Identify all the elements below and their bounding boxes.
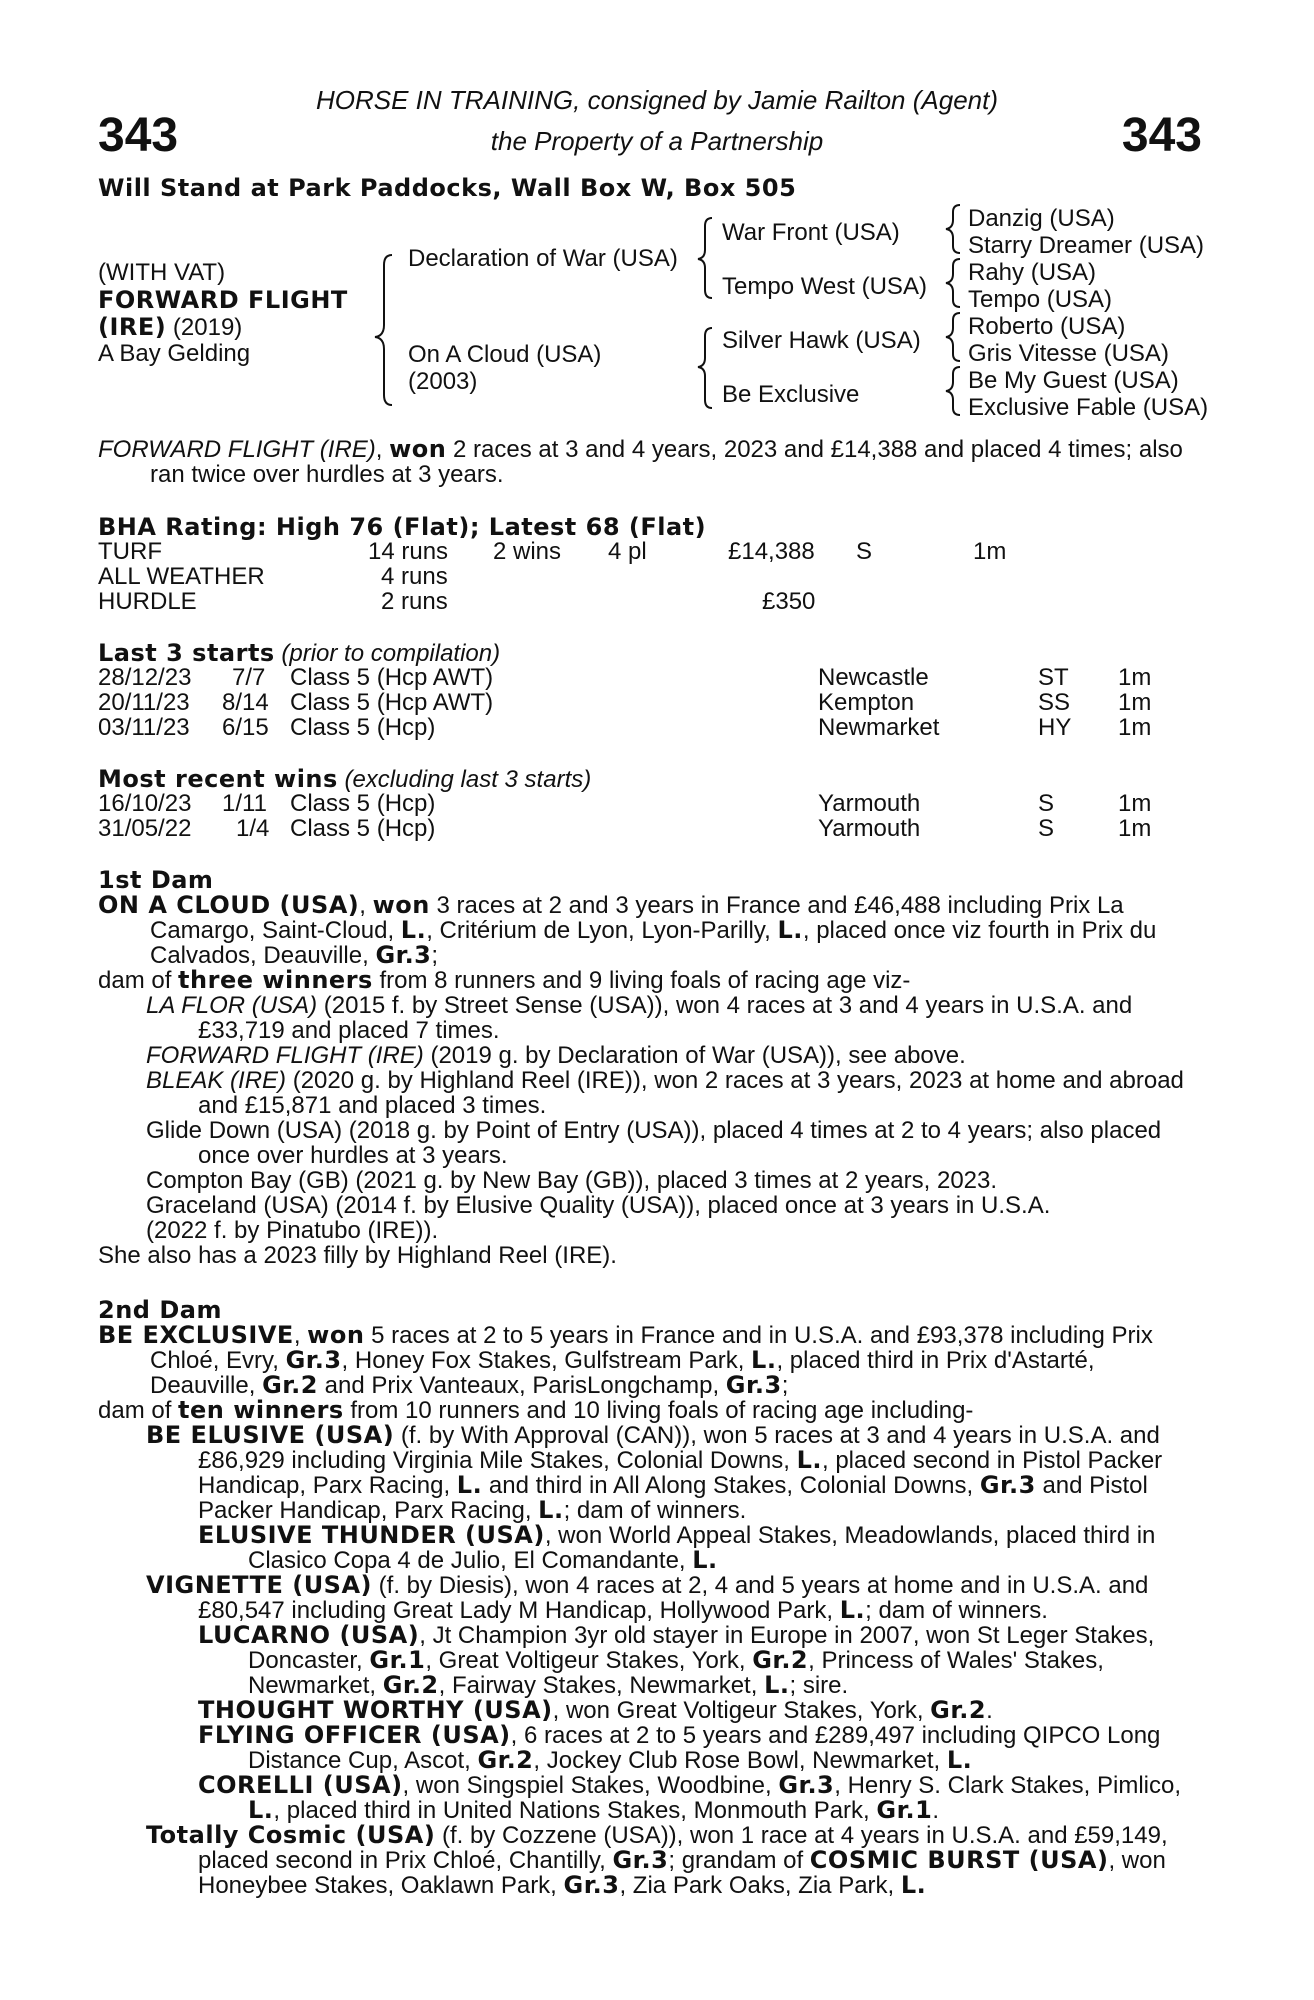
race-going: HY (1038, 714, 1072, 741)
group-marker: Gr.3 (612, 1846, 669, 1874)
group-marker: Gr.2 (262, 1371, 318, 1399)
race-class: Class 5 (Hcp) (290, 815, 436, 842)
produce-text: , Fairway Stakes, Newmarket, (438, 1672, 765, 1699)
rating-prize: £14,388 (728, 538, 815, 565)
produce-text: , won Great Voltigeur Stakes, York, (552, 1697, 931, 1724)
produce-text: , Princess of Wales' Stakes, Newmarket, (248, 1647, 1104, 1699)
stand-line: Will Stand at Park Paddocks, Wall Box W, Box 505 (98, 174, 797, 202)
race-distance: 1m (1118, 689, 1152, 716)
foal-entry (98, 1218, 1198, 1243)
listed-marker: L. (900, 1871, 927, 1899)
produce-name: THOUGHT WORTHY (USA) (198, 1696, 553, 1724)
summary-name: FORWARD FLIGHT (IRE) (98, 436, 376, 463)
group-marker: Gr.1 (369, 1646, 426, 1674)
group-marker: Gr.2 (930, 1696, 987, 1724)
produce-entry (98, 1723, 1198, 1773)
produce-text: (f. by With Approval (CAN)), won 5 races at 3 and 4 years in U.S.A. and £86,929 including Virginia Mile Stakes, Colonial Downs, (198, 1422, 1160, 1474)
produce-name: FLYING OFFICER (USA) (198, 1721, 511, 1749)
summary-comma: , (375, 436, 390, 463)
sire: Declaration of War (USA) (408, 245, 678, 272)
vat-label: (WITH VAT) (98, 259, 226, 286)
horse-description: A Bay Gelding (98, 340, 251, 367)
produce-text: , placed third in United Nations Stakes, Monmouth Park, (273, 1797, 877, 1824)
race-position: 6/15 (222, 714, 269, 741)
record-text: 5 races at 2 to 5 years in France and in U.S.A. and £93,378 including Prix Chloé, Evry, (150, 1322, 1153, 1374)
produce-name: VIGNETTE (USA) (146, 1571, 373, 1599)
produce-entry (98, 1623, 1198, 1698)
foal-entry (98, 1118, 1198, 1168)
rating-wins: 2 wins (493, 538, 562, 565)
foal-text: (2018 g. by Point of Entry (USA)), placed 4 times at 2 to 4 years; also placed once over hurdles at 3 years. (198, 1117, 1162, 1169)
produce-text: ; dam of winners. (563, 1497, 747, 1524)
dam-of-text: dam of (98, 1397, 179, 1424)
group-marker: Gr.3 (563, 1871, 620, 1899)
gen3-7: Be My Guest (USA) (968, 367, 1179, 394)
record-text: , Critérium de Lyon, Lyon-Parilly, (426, 917, 778, 944)
brace-g1 (946, 205, 960, 253)
produce-text: . (932, 1797, 939, 1824)
race-date: 03/11/23 (98, 714, 190, 741)
race-date: 31/05/22 (98, 815, 192, 842)
foal-text: (2021 g. by New Bay (GB)), placed 3 times at 2 years, 2023. (348, 1167, 998, 1194)
produce-entry (98, 1773, 1198, 1823)
produce-text: . (986, 1697, 993, 1724)
foal-name: Glide Down (USA) (146, 1117, 343, 1144)
dam-name: ON A CLOUD (USA) (98, 891, 360, 919)
gen3-3: Rahy (USA) (968, 259, 1097, 286)
horse-year: (2019) (166, 314, 243, 341)
listed-marker: L. (764, 1671, 790, 1699)
race-course: Yarmouth (818, 815, 921, 842)
listed-marker: L. (538, 1496, 564, 1524)
dam-name: BE EXCLUSIVE (98, 1321, 294, 1349)
produce-name: Totally Cosmic (USA) (146, 1821, 436, 1849)
produce-text: , Jt Champion 3yr old stayer in Europe in 2007, won St Leger Stakes, Doncaster, (248, 1622, 1155, 1674)
dam-of-line (98, 1398, 1198, 1423)
record-text: , placed once viz fourth in Prix du Calvados, Deauville, (150, 917, 1157, 969)
sire-sire: War Front (USA) (722, 219, 900, 246)
gen3-2: Starry Dreamer (USA) (968, 232, 1205, 259)
winners-count: ten winners (178, 1396, 344, 1424)
foal-entry (98, 1168, 1198, 1193)
produce-entry (98, 1523, 1198, 1573)
race-course: Newmarket (818, 714, 940, 741)
foal-text: (2014 f. by Elusive Quality (USA)), placed once at 3 years in U.S.A. (328, 1192, 1051, 1219)
dam-of-text: from 8 runners and 9 living foals of racing age viz- (372, 967, 911, 994)
first-dam-section (98, 868, 1198, 1268)
produce-text: (f. by Diesis), won 4 races at 2, 4 and 5 years at home and in U.S.A. and £80,547 including Great Lady M Handicap, Hollywood Park, (198, 1572, 1149, 1624)
listed-marker: L. (946, 1746, 973, 1774)
foal-text: (2019 g. by Declaration of War (USA)), see above. (423, 1042, 966, 1069)
produce-text: and third in All Along Stakes, Colonial Downs, (482, 1472, 980, 1499)
group-marker: Gr.3 (285, 1346, 342, 1374)
group-marker: Gr.2 (382, 1671, 439, 1699)
rating-surface: TURF (98, 538, 162, 565)
rating-prize: £350 (762, 588, 816, 615)
group-marker: Gr.3 (979, 1471, 1036, 1499)
sire-dam: Tempo West (USA) (722, 273, 927, 300)
rating-distance: 1m (973, 538, 1007, 565)
consignor-line: HORSE IN TRAINING, consigned by Jamie Railton (Agent) (315, 85, 999, 115)
race-going: S (1038, 790, 1055, 817)
listed-marker: L. (751, 1346, 777, 1374)
dam-year: (2003) (408, 368, 478, 395)
second-dam-heading: 2nd Dam (98, 1296, 222, 1324)
gen3-5: Roberto (USA) (968, 313, 1126, 340)
race-course: Kempton (818, 689, 915, 716)
produce-text: ; sire. (789, 1672, 849, 1699)
race-going: ST (1038, 664, 1069, 691)
produce-name: CORELLI (USA) (198, 1771, 403, 1799)
rating-runs: 14 runs (368, 538, 449, 565)
foal-name: LA FLOR (USA) (146, 992, 318, 1019)
rating-runs: 4 runs (381, 563, 448, 590)
second-dam-record: BE EXCLUSIVE, won 5 races at 2 to 5 years in France and in U.S.A. and £93,378 including Prix Chloé, Evry, Gr.3, Honey Fox Stakes, Gulfstream Park, L., placed third in Prix d'Astarté, Deauville, Gr.2 and Prix Vanteaux, ParisLongchamp, Gr.3; (98, 1321, 1153, 1399)
listed-marker: L. (456, 1471, 483, 1499)
foal-entry (98, 1068, 1198, 1118)
produce-text: (f. by Cozzene (USA)), won 1 race at 4 years in U.S.A. and £59,149, placed second in Prix Chloé, Chantilly, (198, 1822, 1168, 1874)
foal-text: (2022 f. by Pinatubo (IRE)). (146, 1217, 439, 1244)
record-text: 3 races at 2 and 3 years in France and £46,488 including Prix La Camargo, Saint-Cloud, (150, 892, 1124, 944)
brace-g3 (946, 313, 960, 361)
race-class: Class 5 (Hcp) (290, 790, 436, 817)
produce-entry (98, 1823, 1198, 1898)
foal-entry (98, 993, 1198, 1043)
listed-marker: L. (248, 1796, 274, 1824)
race-class: Class 5 (Hcp AWT) (290, 664, 494, 691)
race-distance: 1m (1118, 815, 1152, 842)
group-marker: Gr.3 (778, 1771, 835, 1799)
record-text: and Prix Vanteaux, ParisLongchamp, (318, 1372, 726, 1399)
foal-name: BLEAK (IRE) (146, 1067, 287, 1094)
produce-entry (98, 1423, 1198, 1523)
race-going: S (1038, 815, 1055, 842)
produce-text: , Jockey Club Rose Bowl, Newmarket, (533, 1747, 947, 1774)
rating-row (98, 564, 1198, 589)
gen3-1: Danzig (USA) (968, 205, 1115, 232)
first-dam-record: ON A CLOUD (USA), won 3 races at 2 and 3 years in France and £46,488 including Prix La Camargo, Saint-Cloud, L., Critérium de Lyon, Lyon-Parilly, L., placed once viz fourth in Prix du Calvados, Deauville, Gr.3; (98, 891, 1157, 969)
race-position: 1/11 (222, 790, 267, 817)
listed-marker: L. (796, 1446, 822, 1474)
rating-heading: BHA Rating: High 76 (Flat); Latest 68 (Flat) (98, 513, 707, 541)
brace-g4 (946, 367, 960, 415)
rating-going: S (856, 538, 873, 565)
group-marker: Gr.3 (375, 941, 432, 969)
foal-text: (2015 f. by Street Sense (USA)), won 4 races at 3 and 4 years in U.S.A. and £33,719 and placed 7 times. (198, 992, 1133, 1044)
horse-country: (IRE) (98, 313, 167, 341)
produce-text: , Great Voltigeur Stakes, York, (425, 1647, 753, 1674)
race-class: Class 5 (Hcp) (290, 714, 436, 741)
rating-surface: HURDLE (98, 588, 197, 615)
listed-marker: L. (400, 916, 427, 944)
last3-note: (prior to compilation) (274, 640, 501, 667)
race-row (98, 665, 1198, 690)
dam-of-text: dam of (98, 967, 179, 994)
race-distance: 1m (1118, 714, 1152, 741)
brace-sire (698, 218, 712, 298)
produce-name: COSMIC BURST (USA) (809, 1846, 1109, 1874)
produce-name: LUCARNO (USA) (198, 1621, 420, 1649)
summary-won: won (389, 435, 447, 463)
rating-placed: 4 pl (608, 538, 647, 565)
race-date: 16/10/23 (98, 790, 192, 817)
won-label: won (372, 891, 430, 919)
race-position: 1/4 (236, 815, 270, 842)
foal-name: Graceland (USA) (146, 1192, 329, 1219)
brace-g2 (946, 259, 960, 307)
race-course: Newcastle (818, 664, 929, 691)
foal-text: (2020 g. by Highland Reel (IRE)), won 2 races at 3 years, 2023 at home and abroad and £15,871 and placed 3 times. (198, 1067, 1184, 1119)
dam-dam: Be Exclusive (722, 381, 860, 408)
gen3-6: Gris Vitesse (USA) (968, 340, 1169, 367)
produce-entry (98, 1698, 1198, 1723)
horse-name: FORWARD FLIGHT (98, 286, 348, 314)
property-line: the Property of a Partnership (490, 126, 824, 156)
race-summary (98, 437, 1198, 487)
produce-text: , won Singspiel Stakes, Woodbine, (402, 1772, 779, 1799)
lot-number-left: 343 (98, 109, 179, 162)
record-text: , Honey Fox Stakes, Gulfstream Park, (341, 1347, 752, 1374)
wins-title: Most recent wins (98, 765, 338, 793)
listed-marker: L. (777, 916, 803, 944)
produce-name: BE ELUSIVE (USA) (146, 1421, 395, 1449)
gen3-8: Exclusive Fable (USA) (968, 394, 1209, 421)
race-row (98, 690, 1198, 715)
closing-line: She also has a 2023 filly by Highland Reel (IRE). (98, 1242, 617, 1269)
produce-text: , Henry S. Clark Stakes, Pimlico, (834, 1772, 1182, 1799)
foal-name: FORWARD FLIGHT (IRE) (146, 1042, 424, 1069)
group-marker: Gr.3 (725, 1371, 782, 1399)
produce-text: , Zia Park Oaks, Zia Park, (619, 1872, 901, 1899)
group-marker: Gr.1 (876, 1796, 933, 1824)
last3-title: Last 3 starts (98, 639, 275, 667)
wins-note: (excluding last 3 starts) (337, 766, 592, 793)
produce-text: ; dam of winners. (865, 1597, 1048, 1624)
produce-entry (98, 1573, 1198, 1623)
race-distance: 1m (1118, 790, 1152, 817)
group-marker: Gr.2 (477, 1746, 534, 1774)
dam-sire: Silver Hawk (USA) (722, 327, 921, 354)
rating-row (98, 589, 1198, 614)
race-row (98, 816, 1198, 841)
rating-runs: 2 runs (381, 588, 448, 615)
race-date: 20/11/23 (98, 689, 190, 716)
summary-text: 2 races at 3 and 4 years, 2023 and £14,388 and placed 4 times; also ran twice over hurdles at 3 years. (150, 436, 1183, 488)
race-date: 28/12/23 (98, 664, 192, 691)
listed-marker: L. (692, 1546, 718, 1574)
group-marker: Gr.2 (752, 1646, 809, 1674)
foal-name: Compton Bay (GB) (146, 1167, 349, 1194)
listed-marker: L. (839, 1596, 866, 1624)
second-dam-section (98, 1298, 1198, 1898)
race-position: 8/14 (222, 689, 269, 716)
record-text: , placed third in Prix d'Astarté, Deauville, (150, 1347, 1095, 1399)
produce-text: ; grandam of (668, 1847, 810, 1874)
race-class: Class 5 (Hcp AWT) (290, 689, 494, 716)
foal-entry (98, 1193, 1198, 1218)
dam-of-text: from 10 runners and 10 living foals of racing age including- (343, 1397, 974, 1424)
gen3-4: Tempo (USA) (968, 286, 1113, 313)
won-label: won (307, 1321, 365, 1349)
produce-text: and Pistol Packer Handicap, Parx Racing, (198, 1472, 1148, 1524)
brace-main (375, 255, 392, 405)
record-text: ; (781, 1372, 789, 1399)
foal-entry (98, 1043, 1198, 1068)
race-position: 7/7 (232, 664, 266, 691)
produce-name: ELUSIVE THUNDER (USA) (198, 1521, 545, 1549)
race-going: SS (1038, 689, 1071, 716)
first-dam-heading: 1st Dam (98, 866, 214, 894)
rating-surface: ALL WEATHER (98, 563, 265, 590)
race-row (98, 791, 1198, 816)
produce-text: , placed second in Pistol Packer Handicap, Parx Racing, (198, 1447, 1163, 1499)
produce-text: , 6 races at 2 to 5 years and £289,497 including QIPCO Long Distance Cup, Ascot, (248, 1722, 1161, 1774)
brace-dam (698, 328, 712, 408)
race-row (98, 715, 1198, 740)
produce-text: , won Honeybee Stakes, Oaklawn Park, (198, 1847, 1166, 1899)
produce-text: , won World Appeal Stakes, Meadowlands, placed third in Clasico Copa 4 de Julio, El Comandante, (248, 1522, 1156, 1574)
winners-count: three winners (178, 966, 373, 994)
dam-of-line (98, 968, 1198, 993)
lot-number-right: 343 (1121, 109, 1202, 162)
record-text: ; (431, 942, 439, 969)
dam: On A Cloud (USA) (408, 341, 602, 368)
race-distance: 1m (1118, 664, 1152, 691)
rating-row (98, 539, 1198, 564)
race-course: Yarmouth (818, 790, 921, 817)
